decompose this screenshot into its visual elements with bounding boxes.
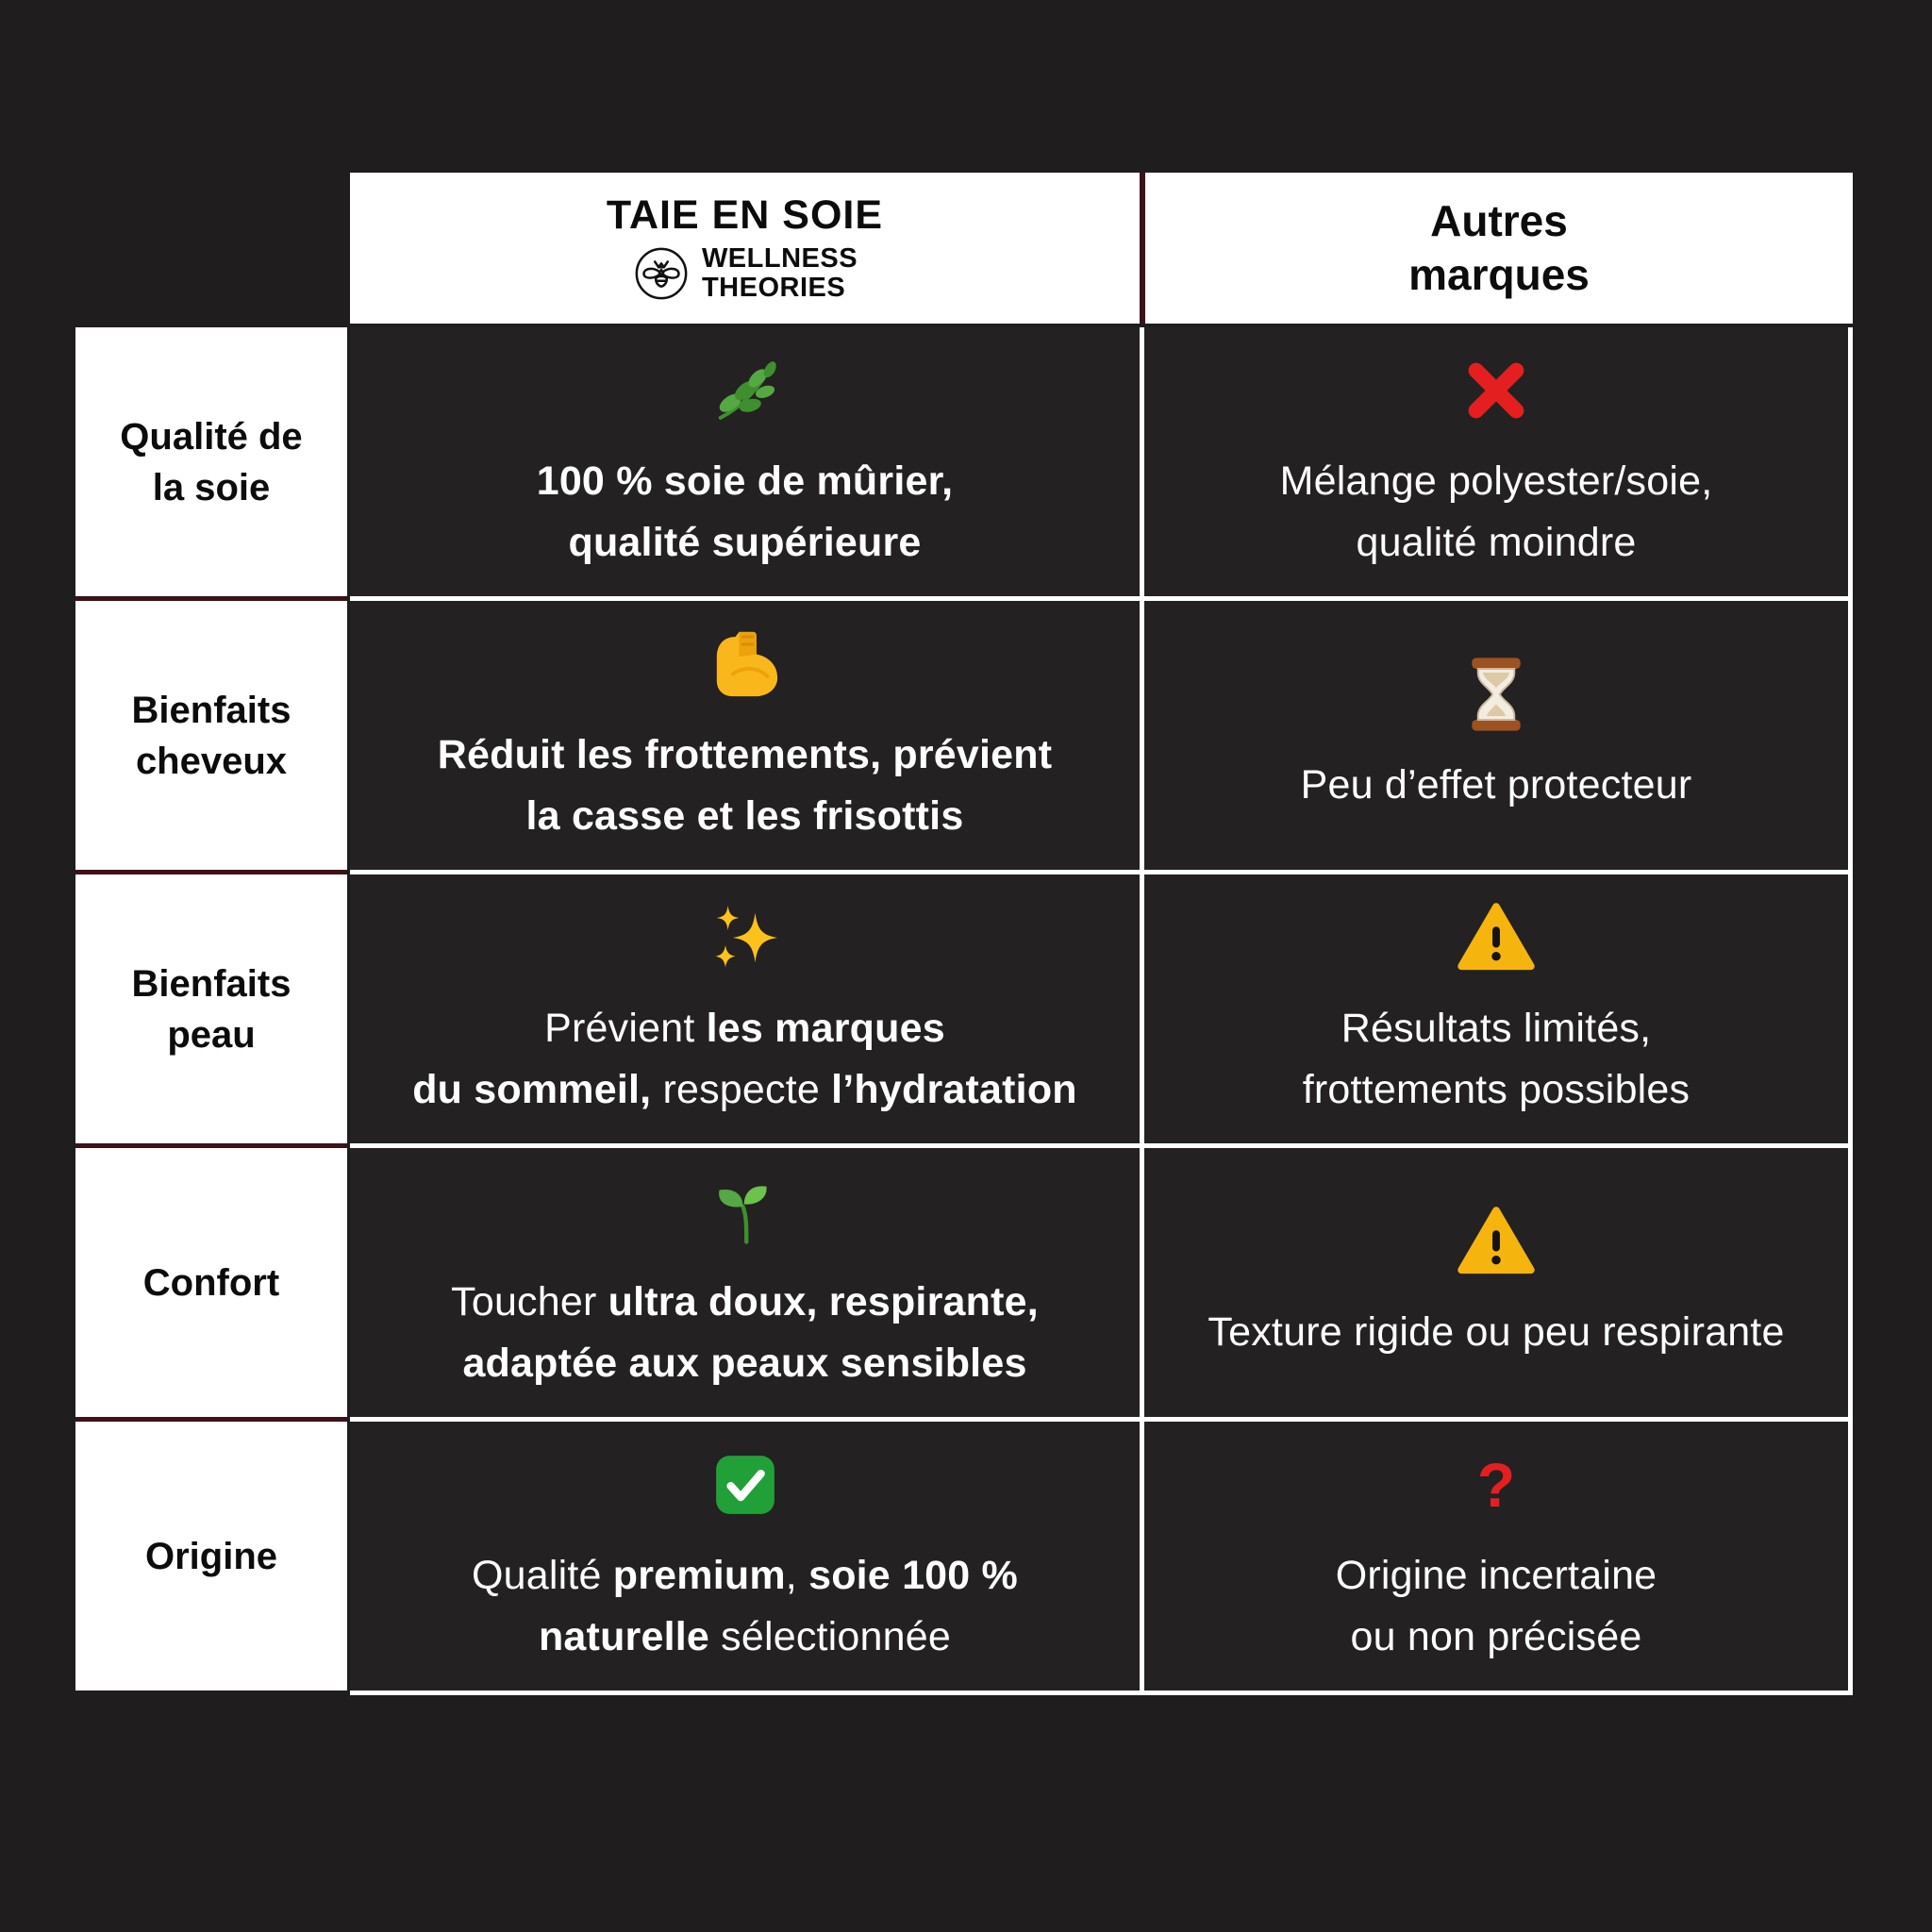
others-cell bbox=[1144, 327, 1848, 596]
others-cell bbox=[1144, 1148, 1848, 1417]
bee-logo-icon bbox=[632, 244, 691, 303]
header-brand-column bbox=[350, 173, 1140, 324]
table-row bbox=[350, 601, 1848, 870]
comparison-table bbox=[75, 173, 1853, 1695]
row-label-column bbox=[75, 327, 347, 1695]
brand-cell-text: Prévient les marques du sommeil, respecte l’hydratation bbox=[412, 1006, 1077, 1112]
others-cell-text: Peu d’effet protecteur bbox=[1300, 762, 1692, 808]
brand-column-title: TAIE EN SOIE bbox=[606, 192, 884, 239]
others-cell bbox=[1144, 1422, 1848, 1690]
red-question-icon: ? bbox=[1476, 1450, 1516, 1520]
table-header-row bbox=[350, 173, 1853, 324]
others-cell bbox=[1144, 874, 1848, 1143]
warning-icon bbox=[1457, 1202, 1536, 1281]
brand-logo-lockup bbox=[632, 244, 858, 303]
brand-cell bbox=[350, 327, 1140, 596]
table-row bbox=[350, 327, 1848, 596]
table-row bbox=[350, 1148, 1848, 1417]
brand-cell bbox=[350, 601, 1140, 870]
others-cell-text: Mélange polyester/soie, qualité moindre bbox=[1279, 458, 1713, 565]
brand-cell bbox=[350, 1422, 1140, 1690]
check-mark-icon bbox=[709, 1445, 781, 1524]
hourglass-icon bbox=[1462, 655, 1530, 734]
row-label: Bienfaits peau bbox=[75, 874, 347, 1143]
header-others-column bbox=[1145, 173, 1853, 324]
row-label: Origine bbox=[75, 1422, 347, 1690]
flexed-biceps-icon bbox=[706, 625, 785, 704]
sparkles-icon bbox=[706, 898, 785, 977]
table-body bbox=[75, 327, 1853, 1695]
others-column-title: Autres marques bbox=[1408, 195, 1590, 299]
others-cell-text: Origine incertaine ou non précisée bbox=[1335, 1553, 1657, 1659]
brand-cell bbox=[350, 1148, 1140, 1417]
seedling-icon bbox=[708, 1172, 783, 1251]
brand-cell-text: Qualité premium, soie 100 % naturelle sélectionnée bbox=[471, 1553, 1018, 1659]
row-label: Qualité de la soie bbox=[75, 327, 347, 596]
table-row bbox=[350, 874, 1848, 1143]
others-cell-text: Texture rigide ou peu respirante bbox=[1208, 1309, 1785, 1356]
warning-icon bbox=[1457, 898, 1536, 977]
table-row bbox=[350, 1422, 1848, 1690]
brand-cell bbox=[350, 874, 1140, 1143]
brand-cell-text: 100 % soie de mûrier, qualité supérieure bbox=[536, 458, 954, 565]
others-cell-text: Résultats limités, frottements possibles bbox=[1302, 1006, 1690, 1112]
row-label: Confort bbox=[75, 1148, 347, 1417]
herb-icon bbox=[706, 351, 785, 430]
brand-cell-text: Réduit les frottements, prévient la casse et les frisottis bbox=[437, 732, 1053, 839]
row-label: Bienfaits cheveux bbox=[75, 601, 347, 870]
comparison-cells-area bbox=[350, 327, 1853, 1695]
brand-name: WELLNESS THEORIES bbox=[701, 243, 858, 303]
others-cell bbox=[1144, 601, 1848, 870]
brand-cell-text: Toucher ultra doux, respirante, adaptée aux peaux sensibles bbox=[451, 1279, 1039, 1386]
cross-mark-icon bbox=[1458, 351, 1534, 430]
